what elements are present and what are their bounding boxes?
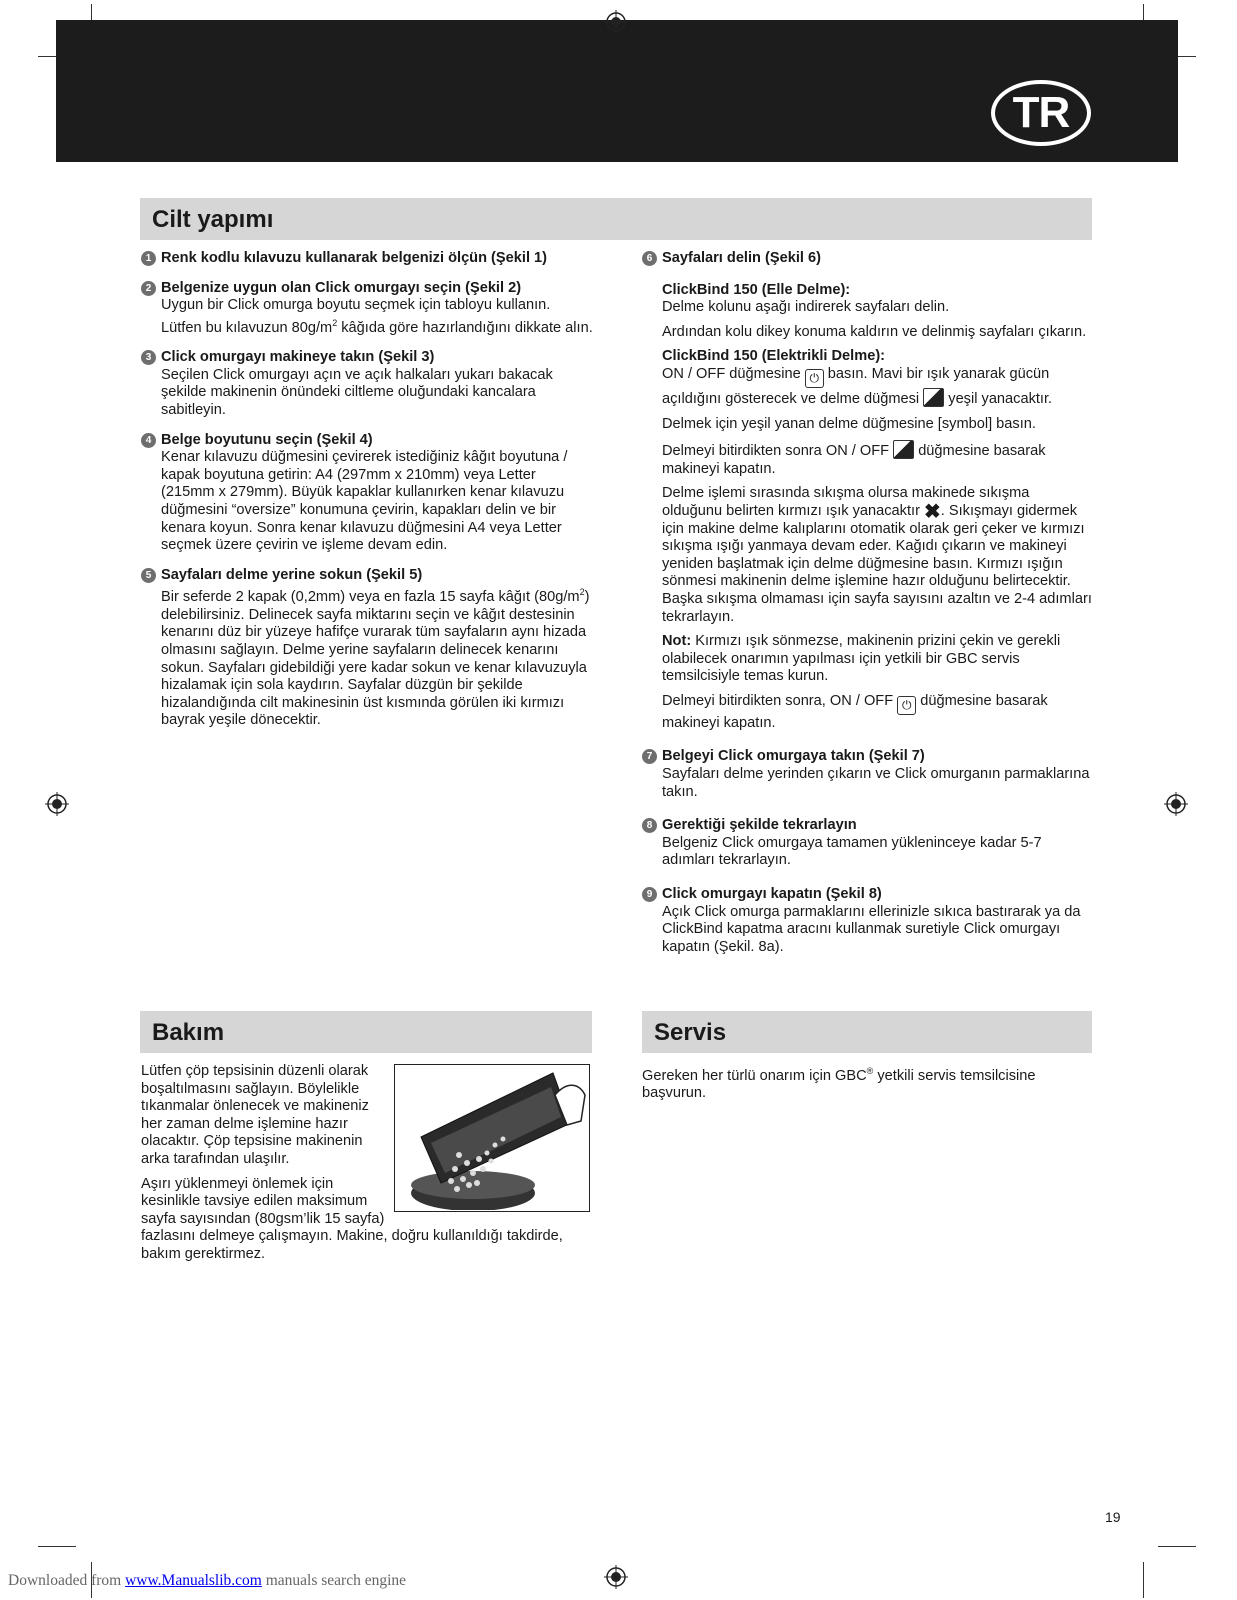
waste-tray-illustration	[394, 1064, 590, 1212]
section-heading-cilt: Cilt yapımı	[140, 198, 1092, 240]
step-title: Click omurgayı makineye takın (Şekil 3)	[161, 349, 435, 366]
power-icon: ⏻	[805, 369, 824, 388]
language-badge: TR	[991, 80, 1091, 146]
step-3	[141, 349, 593, 419]
paragraph: Lütfen çöp tepsisinin düzenli olarak boşaltılmasını sağlayın. Böylelikle tıkanmalar önlenecek ve makineniz her zaman delme işlemine hazır olacaktır. Çöp tepsisine makinenin arka tarafından ulaşılır.	[141, 1063, 369, 1167]
step-body: Uygun bir Click omurga boyutu seçmek için tabloyu kullanın. Lütfen bu kılavuzun $80g/m^2$ kâğıda göre hazırlandığını dikkate alın.	[161, 297, 593, 336]
download-footer: Downloaded from www.Manualslib.com manuals search engine	[8, 1572, 407, 1589]
paragraph: Ardından kolu dikey konuma kaldırın ve delinmiş sayfaları çıkarın.	[662, 323, 1087, 340]
paragraph: Delmeyi bitirdikten sonra ON / OFF düğmesine basarak makineyi kapatın.	[662, 440, 1092, 478]
step-title: Belge boyutunu seçin (Şekil 4)	[161, 431, 373, 448]
paragraph: Delme işlemi sırasında sıkışma olursa makinede sıkışma olduğunu belirten kırmızı ışık yanacaktır ✖. Sıkışmayı gidermek için makine delme kalıplarını otomatik olarak geri çeker ve kırmızı sıkışma ışığı yanmaya devam eder. Kağıdı çıkarın ve makineyi yeniden başlatmak için delme düğmesine basın. Kırmızı ışığın sönmesi makinenin delme işlemine hazır olduğunu belirtecektir. Başka sıkışma olmaması için sayfa sayısını azaltın ve 2-4 adımları tekrarlayın.	[662, 485, 1092, 625]
note-paragraph: Not: Kırmızı ışık sönmezse, makinenin prizini çekin ve gerekli olabilecek onarımın yapılması için yetkili bir GBC servis temsilcisiyle temas kurun.	[662, 633, 1061, 685]
paragraph: Delme kolunu aşağı indirerek sayfaları delin.	[662, 299, 950, 316]
step-4	[141, 432, 593, 555]
power-icon: ⏻	[897, 696, 916, 715]
registration-mark-icon	[604, 10, 628, 34]
step-number: 8	[642, 818, 657, 833]
step-9	[642, 886, 1092, 956]
step-title: Belgenize uygun olan Click omurgayı seçin (Şekil 2)	[161, 279, 522, 296]
step-5	[141, 567, 593, 730]
left-column	[141, 250, 593, 742]
step-7	[642, 748, 1092, 801]
step-number: 5	[141, 568, 156, 583]
step-number: 2	[141, 281, 156, 296]
step-number: 4	[141, 433, 156, 448]
step-body: Belgeniz Click omurgaya tamamen yükleninceye kadar 5-7 adımları tekrarlayın.	[662, 834, 1042, 869]
step-body: Kenar kılavuzu düğmesini çevirerek istediğiniz kâğıt boyutuna / kapak boyutuna getirin: A4 (297mm x 210mm) veya Letter (215mm x 279mm). Büyük kapaklar kullanırken kenar kılavuzu düğmesini “oversize” konumuna çevirin, kapakları delin ve bir kenara koyun. Sonra kenar kılavuzu düğmesini A4 veya Letter seçmek üzere çevirin ve işleme devam edin.	[161, 449, 568, 554]
right-column	[642, 250, 1092, 968]
registration-mark-icon	[1164, 792, 1188, 816]
servis-text	[642, 1063, 1092, 1110]
crop-mark	[1158, 1546, 1196, 1547]
step-8	[642, 817, 1092, 870]
step-number: 7	[642, 749, 657, 764]
step-number: 9	[642, 887, 657, 902]
step-title: Sayfaları delin (Şekil 6)	[662, 250, 821, 266]
step-body: Açık Click omurga parmaklarını ellerinizle sıkıca bastırarak ya da ClickBind kapatma aracını kullanmak suretiyle Click omurgayı kapatın (Şekil. 8a).	[662, 903, 1081, 955]
header-bar	[56, 20, 1178, 162]
step-title: Renk kodlu kılavuzu kullanarak belgenizi ölçün (Şekil 1)	[161, 250, 548, 266]
step-title: Belgeyi Click omurgaya takın (Şekil 7)	[662, 748, 925, 765]
step-number: 1	[141, 251, 156, 266]
crop-mark	[1143, 1562, 1144, 1598]
step-number: 6	[642, 251, 657, 266]
step-title: Sayfaları delme yerine sokun (Şekil 5)	[161, 566, 423, 583]
step-1	[141, 250, 593, 268]
punch-button-icon	[923, 388, 944, 407]
electric-punch-title: ClickBind 150 (Elektrikli Delme):	[662, 348, 886, 365]
step-6	[642, 250, 1092, 732]
paragraph: Delmek için yeşil yanan delme düğmesine [symbol] basın.	[662, 415, 1036, 432]
step-body: Sayfaları delme yerinden çıkarın ve Click omurganın parmaklarına takın.	[662, 766, 1090, 800]
jam-x-icon: ✖	[924, 500, 941, 523]
registration-mark-icon	[604, 1565, 628, 1589]
paragraph: ON / OFF düğmesine ⏻ basın. Mavi bir ışık yanarak gücün açıldığını gösterecek ve delme düğmesi yeşil yanacaktır.	[662, 365, 1053, 407]
manual-punch-title: ClickBind 150 (Elle Delme):	[662, 281, 851, 298]
punch-button-icon	[893, 440, 914, 459]
crop-mark	[38, 1546, 76, 1547]
section-heading-servis: Servis	[642, 1011, 1092, 1053]
manualslib-link[interactable]: www.Manualslib.com	[125, 1572, 262, 1589]
page-number: 19	[1105, 1509, 1121, 1525]
waste-tray-icon	[395, 1065, 588, 1210]
paragraph: Gereken her türlü onarım için GBC® yetkili servis temsilcisine başvurun.	[642, 1066, 1036, 1102]
paragraph: Aşırı yüklenmeyi önlemek için kesinlikle tavsiye edilen maksimum sayfa sayısından (80gsm’lik 15 sayfa) fazlasını delmeye çalışmayın. Makine, doğru kullanıldığı takdirde, bakım gerektirmez.	[141, 1175, 563, 1262]
step-title: Click omurgayı kapatın (Şekil 8)	[662, 886, 882, 903]
step-title: Gerektiği şekilde tekrarlayın	[662, 817, 857, 834]
registration-mark-icon	[45, 792, 69, 816]
step-body: Seçilen Click omurgayı açın ve açık halkaları yukarı bakacak şekilde makinenin önündeki ciltleme oluğundaki kancalara sabitleyin.	[161, 366, 553, 419]
step-number: 3	[141, 350, 156, 365]
step-body: Bir seferde 2 kapak (0,2mm) veya en fazla 15 sayfa kâğıt $(80g/m^2)$ delebilirsiniz. Delinecek sayfa miktarını seçin ve kâğıt destesinin kenarını düz bir yüzeye hafifçe vurarak tüm sayfaların aynı hizada olmasını sağlayın. Delme yerine sayfaların delinecek kenarını sokun. Sayfaları gidebildiği yere kadar sokun ve kenar kılavuzuyla hizalamak için sola kaydırın. Sayfalar düzgün bir şekilde hizalandığında cilt makinesinin üst kısmında görülen iki kırmızı bayrak yeşile dönecektir.	[161, 587, 590, 729]
section-heading-bakim: Bakım	[140, 1011, 592, 1053]
step-2	[141, 280, 593, 338]
paragraph: Delmeyi bitirdikten sonra, ON / OFF ⏻ düğmesine basarak makineyi kapatın.	[662, 692, 1048, 731]
